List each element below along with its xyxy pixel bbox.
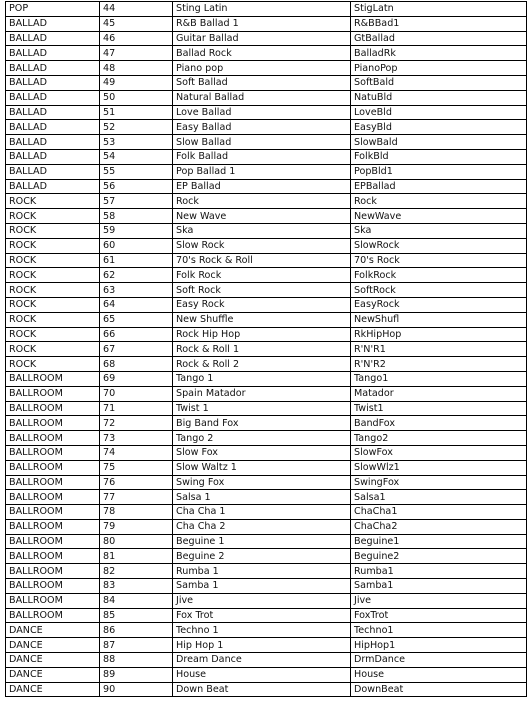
style-name-cell: Easy Rock <box>173 297 351 312</box>
short-name-cell: Matador <box>351 386 527 401</box>
style-name-cell: Ballad Rock <box>173 46 351 61</box>
category-cell: BALLAD <box>6 135 100 150</box>
short-name-cell: R&BBad1 <box>351 16 527 31</box>
short-name-cell: DrmDance <box>351 653 527 668</box>
category-cell: BALLROOM <box>6 593 100 608</box>
table-row <box>6 46 527 61</box>
style-name-cell: Cha Cha 2 <box>173 519 351 534</box>
category-cell: DANCE <box>6 638 100 653</box>
style-name-cell: Fox Trot <box>173 608 351 623</box>
number-cell: 88 <box>100 653 173 668</box>
short-name-cell: BandFox <box>351 416 527 431</box>
table-row <box>6 105 527 120</box>
number-cell: 46 <box>100 31 173 46</box>
category-cell: BALLROOM <box>6 579 100 594</box>
short-name-cell: Tango2 <box>351 431 527 446</box>
short-name-cell: SoftRock <box>351 283 527 298</box>
number-cell: 52 <box>100 120 173 135</box>
table-row <box>6 401 527 416</box>
style-name-cell: Rock & Roll 2 <box>173 357 351 372</box>
style-list-table <box>5 1 527 697</box>
number-cell: 54 <box>100 149 173 164</box>
style-name-cell: Folk Rock <box>173 268 351 283</box>
number-cell: 68 <box>100 357 173 372</box>
table-row <box>6 238 527 253</box>
table-row <box>6 2 527 17</box>
number-cell: 69 <box>100 371 173 386</box>
style-name-cell: Tango 1 <box>173 371 351 386</box>
category-cell: ROCK <box>6 327 100 342</box>
number-cell: 62 <box>100 268 173 283</box>
table-row <box>6 164 527 179</box>
number-cell: 53 <box>100 135 173 150</box>
table-row <box>6 505 527 520</box>
number-cell: 58 <box>100 209 173 224</box>
number-cell: 61 <box>100 253 173 268</box>
table-row <box>6 623 527 638</box>
short-name-cell: House <box>351 667 527 682</box>
short-name-cell: HipHop1 <box>351 638 527 653</box>
short-name-cell: ChaCha1 <box>351 505 527 520</box>
short-name-cell: EasyBld <box>351 120 527 135</box>
short-name-cell: Rumba1 <box>351 564 527 579</box>
table-row <box>6 209 527 224</box>
number-cell: 71 <box>100 401 173 416</box>
number-cell: 45 <box>100 16 173 31</box>
table-row <box>6 549 527 564</box>
category-cell: ROCK <box>6 268 100 283</box>
style-name-cell: Rumba 1 <box>173 564 351 579</box>
style-name-cell: 70's Rock & Roll <box>173 253 351 268</box>
category-cell: BALLROOM <box>6 401 100 416</box>
table-row <box>6 253 527 268</box>
category-cell: BALLROOM <box>6 564 100 579</box>
category-cell: BALLROOM <box>6 490 100 505</box>
table-row <box>6 357 527 372</box>
number-cell: 67 <box>100 342 173 357</box>
number-cell: 66 <box>100 327 173 342</box>
short-name-cell: StigLatn <box>351 2 527 17</box>
short-name-cell: NewWave <box>351 209 527 224</box>
category-cell: DANCE <box>6 623 100 638</box>
table-row <box>6 653 527 668</box>
short-name-cell: Techno1 <box>351 623 527 638</box>
number-cell: 44 <box>100 2 173 17</box>
table-row <box>6 61 527 76</box>
style-name-cell: Hip Hop 1 <box>173 638 351 653</box>
category-cell: ROCK <box>6 253 100 268</box>
style-name-cell: Pop Ballad 1 <box>173 164 351 179</box>
category-cell: ROCK <box>6 357 100 372</box>
table-row <box>6 579 527 594</box>
number-cell: 90 <box>100 682 173 697</box>
style-name-cell: Slow Ballad <box>173 135 351 150</box>
short-name-cell: Salsa1 <box>351 490 527 505</box>
category-cell: BALLROOM <box>6 445 100 460</box>
style-name-cell: Samba 1 <box>173 579 351 594</box>
style-name-cell: New Shuffle <box>173 312 351 327</box>
number-cell: 82 <box>100 564 173 579</box>
number-cell: 55 <box>100 164 173 179</box>
number-cell: 47 <box>100 46 173 61</box>
category-cell: DANCE <box>6 682 100 697</box>
table-row <box>6 120 527 135</box>
number-cell: 87 <box>100 638 173 653</box>
table-row <box>6 460 527 475</box>
number-cell: 74 <box>100 445 173 460</box>
table-row <box>6 490 527 505</box>
short-name-cell: EPBallad <box>351 179 527 194</box>
number-cell: 72 <box>100 416 173 431</box>
table-row <box>6 312 527 327</box>
category-cell: BALLAD <box>6 31 100 46</box>
category-cell: ROCK <box>6 209 100 224</box>
short-name-cell: 70's Rock <box>351 253 527 268</box>
style-name-cell: Folk Ballad <box>173 149 351 164</box>
style-name-cell: Cha Cha 1 <box>173 505 351 520</box>
style-name-cell: Techno 1 <box>173 623 351 638</box>
style-name-cell: New Wave <box>173 209 351 224</box>
category-cell: BALLROOM <box>6 549 100 564</box>
style-name-cell: Easy Ballad <box>173 120 351 135</box>
style-name-cell: Twist 1 <box>173 401 351 416</box>
style-name-cell: Tango 2 <box>173 431 351 446</box>
category-cell: BALLAD <box>6 179 100 194</box>
table-row <box>6 386 527 401</box>
style-name-cell: Spain Matador <box>173 386 351 401</box>
number-cell: 49 <box>100 75 173 90</box>
number-cell: 65 <box>100 312 173 327</box>
table-row <box>6 268 527 283</box>
number-cell: 86 <box>100 623 173 638</box>
table-row <box>6 283 527 298</box>
category-cell: BALLAD <box>6 16 100 31</box>
category-cell: ROCK <box>6 194 100 209</box>
style-name-cell: Jive <box>173 593 351 608</box>
style-name-cell: Beguine 1 <box>173 534 351 549</box>
table-row <box>6 431 527 446</box>
category-cell: ROCK <box>6 223 100 238</box>
short-name-cell: FoxTrot <box>351 608 527 623</box>
style-name-cell: Beguine 2 <box>173 549 351 564</box>
number-cell: 50 <box>100 90 173 105</box>
number-cell: 60 <box>100 238 173 253</box>
category-cell: ROCK <box>6 238 100 253</box>
short-name-cell: PianoPop <box>351 61 527 76</box>
category-cell: ROCK <box>6 283 100 298</box>
short-name-cell: EasyRock <box>351 297 527 312</box>
style-name-cell: Dream Dance <box>173 653 351 668</box>
category-cell: DANCE <box>6 667 100 682</box>
category-cell: BALLROOM <box>6 608 100 623</box>
style-name-cell: Sting Latin <box>173 2 351 17</box>
table-row <box>6 445 527 460</box>
short-name-cell: Beguine1 <box>351 534 527 549</box>
style-name-cell: EP Ballad <box>173 179 351 194</box>
short-name-cell: BalladRk <box>351 46 527 61</box>
number-cell: 56 <box>100 179 173 194</box>
number-cell: 79 <box>100 519 173 534</box>
short-name-cell: Jive <box>351 593 527 608</box>
number-cell: 48 <box>100 61 173 76</box>
number-cell: 73 <box>100 431 173 446</box>
style-name-cell: Guitar Ballad <box>173 31 351 46</box>
short-name-cell: SwingFox <box>351 475 527 490</box>
category-cell: BALLAD <box>6 149 100 164</box>
short-name-cell: R'N'R2 <box>351 357 527 372</box>
table-row <box>6 416 527 431</box>
style-name-cell: House <box>173 667 351 682</box>
number-cell: 83 <box>100 579 173 594</box>
short-name-cell: GtBallad <box>351 31 527 46</box>
number-cell: 76 <box>100 475 173 490</box>
number-cell: 89 <box>100 667 173 682</box>
category-cell: ROCK <box>6 312 100 327</box>
short-name-cell: Twist1 <box>351 401 527 416</box>
style-name-cell: R&B Ballad 1 <box>173 16 351 31</box>
table-row <box>6 371 527 386</box>
style-name-cell: Soft Ballad <box>173 75 351 90</box>
category-cell: BALLAD <box>6 75 100 90</box>
category-cell: POP <box>6 2 100 17</box>
category-cell: BALLAD <box>6 164 100 179</box>
style-name-cell: Down Beat <box>173 682 351 697</box>
table-row <box>6 327 527 342</box>
number-cell: 57 <box>100 194 173 209</box>
table-row <box>6 149 527 164</box>
category-cell: BALLROOM <box>6 416 100 431</box>
short-name-cell: Tango1 <box>351 371 527 386</box>
style-name-cell: Natural Ballad <box>173 90 351 105</box>
table-row <box>6 682 527 697</box>
style-name-cell: Slow Rock <box>173 238 351 253</box>
style-name-cell: Soft Rock <box>173 283 351 298</box>
short-name-cell: RkHipHop <box>351 327 527 342</box>
category-cell: BALLROOM <box>6 475 100 490</box>
short-name-cell: LoveBld <box>351 105 527 120</box>
short-name-cell: DownBeat <box>351 682 527 697</box>
short-name-cell: R'N'R1 <box>351 342 527 357</box>
short-name-cell: ChaCha2 <box>351 519 527 534</box>
short-name-cell: Rock <box>351 194 527 209</box>
short-name-cell: SlowWlz1 <box>351 460 527 475</box>
table-row <box>6 608 527 623</box>
short-name-cell: FolkBld <box>351 149 527 164</box>
category-cell: BALLROOM <box>6 431 100 446</box>
table-row <box>6 223 527 238</box>
number-cell: 84 <box>100 593 173 608</box>
category-cell: BALLROOM <box>6 371 100 386</box>
short-name-cell: SlowRock <box>351 238 527 253</box>
table-row <box>6 534 527 549</box>
table-row <box>6 638 527 653</box>
category-cell: ROCK <box>6 297 100 312</box>
table-row <box>6 16 527 31</box>
table-row <box>6 593 527 608</box>
table-row <box>6 135 527 150</box>
category-cell: BALLAD <box>6 90 100 105</box>
short-name-cell: FolkRock <box>351 268 527 283</box>
number-cell: 81 <box>100 549 173 564</box>
short-name-cell: NatuBld <box>351 90 527 105</box>
table-row <box>6 90 527 105</box>
style-name-cell: Rock <box>173 194 351 209</box>
short-name-cell: SlowBald <box>351 135 527 150</box>
category-cell: BALLROOM <box>6 386 100 401</box>
table-row <box>6 342 527 357</box>
number-cell: 77 <box>100 490 173 505</box>
number-cell: 51 <box>100 105 173 120</box>
number-cell: 75 <box>100 460 173 475</box>
number-cell: 64 <box>100 297 173 312</box>
category-cell: BALLROOM <box>6 519 100 534</box>
short-name-cell: Ska <box>351 223 527 238</box>
category-cell: ROCK <box>6 342 100 357</box>
short-name-cell: PopBld1 <box>351 164 527 179</box>
style-name-cell: Swing Fox <box>173 475 351 490</box>
style-name-cell: Rock & Roll 1 <box>173 342 351 357</box>
short-name-cell: SlowFox <box>351 445 527 460</box>
style-list-body <box>6 2 527 697</box>
short-name-cell: SoftBald <box>351 75 527 90</box>
category-cell: BALLAD <box>6 120 100 135</box>
number-cell: 63 <box>100 283 173 298</box>
category-cell: BALLROOM <box>6 534 100 549</box>
category-cell: BALLROOM <box>6 460 100 475</box>
number-cell: 70 <box>100 386 173 401</box>
number-cell: 85 <box>100 608 173 623</box>
short-name-cell: Samba1 <box>351 579 527 594</box>
number-cell: 80 <box>100 534 173 549</box>
category-cell: DANCE <box>6 653 100 668</box>
style-name-cell: Slow Fox <box>173 445 351 460</box>
short-name-cell: NewShufl <box>351 312 527 327</box>
table-row <box>6 75 527 90</box>
style-name-cell: Love Ballad <box>173 105 351 120</box>
table-row <box>6 31 527 46</box>
category-cell: BALLAD <box>6 61 100 76</box>
category-cell: BALLAD <box>6 105 100 120</box>
number-cell: 59 <box>100 223 173 238</box>
table-row <box>6 519 527 534</box>
table-row <box>6 475 527 490</box>
style-name-cell: Piano pop <box>173 61 351 76</box>
category-cell: BALLROOM <box>6 505 100 520</box>
number-cell: 78 <box>100 505 173 520</box>
style-name-cell: Ska <box>173 223 351 238</box>
table-row <box>6 194 527 209</box>
style-name-cell: Big Band Fox <box>173 416 351 431</box>
table-row <box>6 297 527 312</box>
style-name-cell: Slow Waltz 1 <box>173 460 351 475</box>
table-row <box>6 667 527 682</box>
category-cell: BALLAD <box>6 46 100 61</box>
style-name-cell: Salsa 1 <box>173 490 351 505</box>
table-row <box>6 564 527 579</box>
short-name-cell: Beguine2 <box>351 549 527 564</box>
style-name-cell: Rock Hip Hop <box>173 327 351 342</box>
table-row <box>6 179 527 194</box>
